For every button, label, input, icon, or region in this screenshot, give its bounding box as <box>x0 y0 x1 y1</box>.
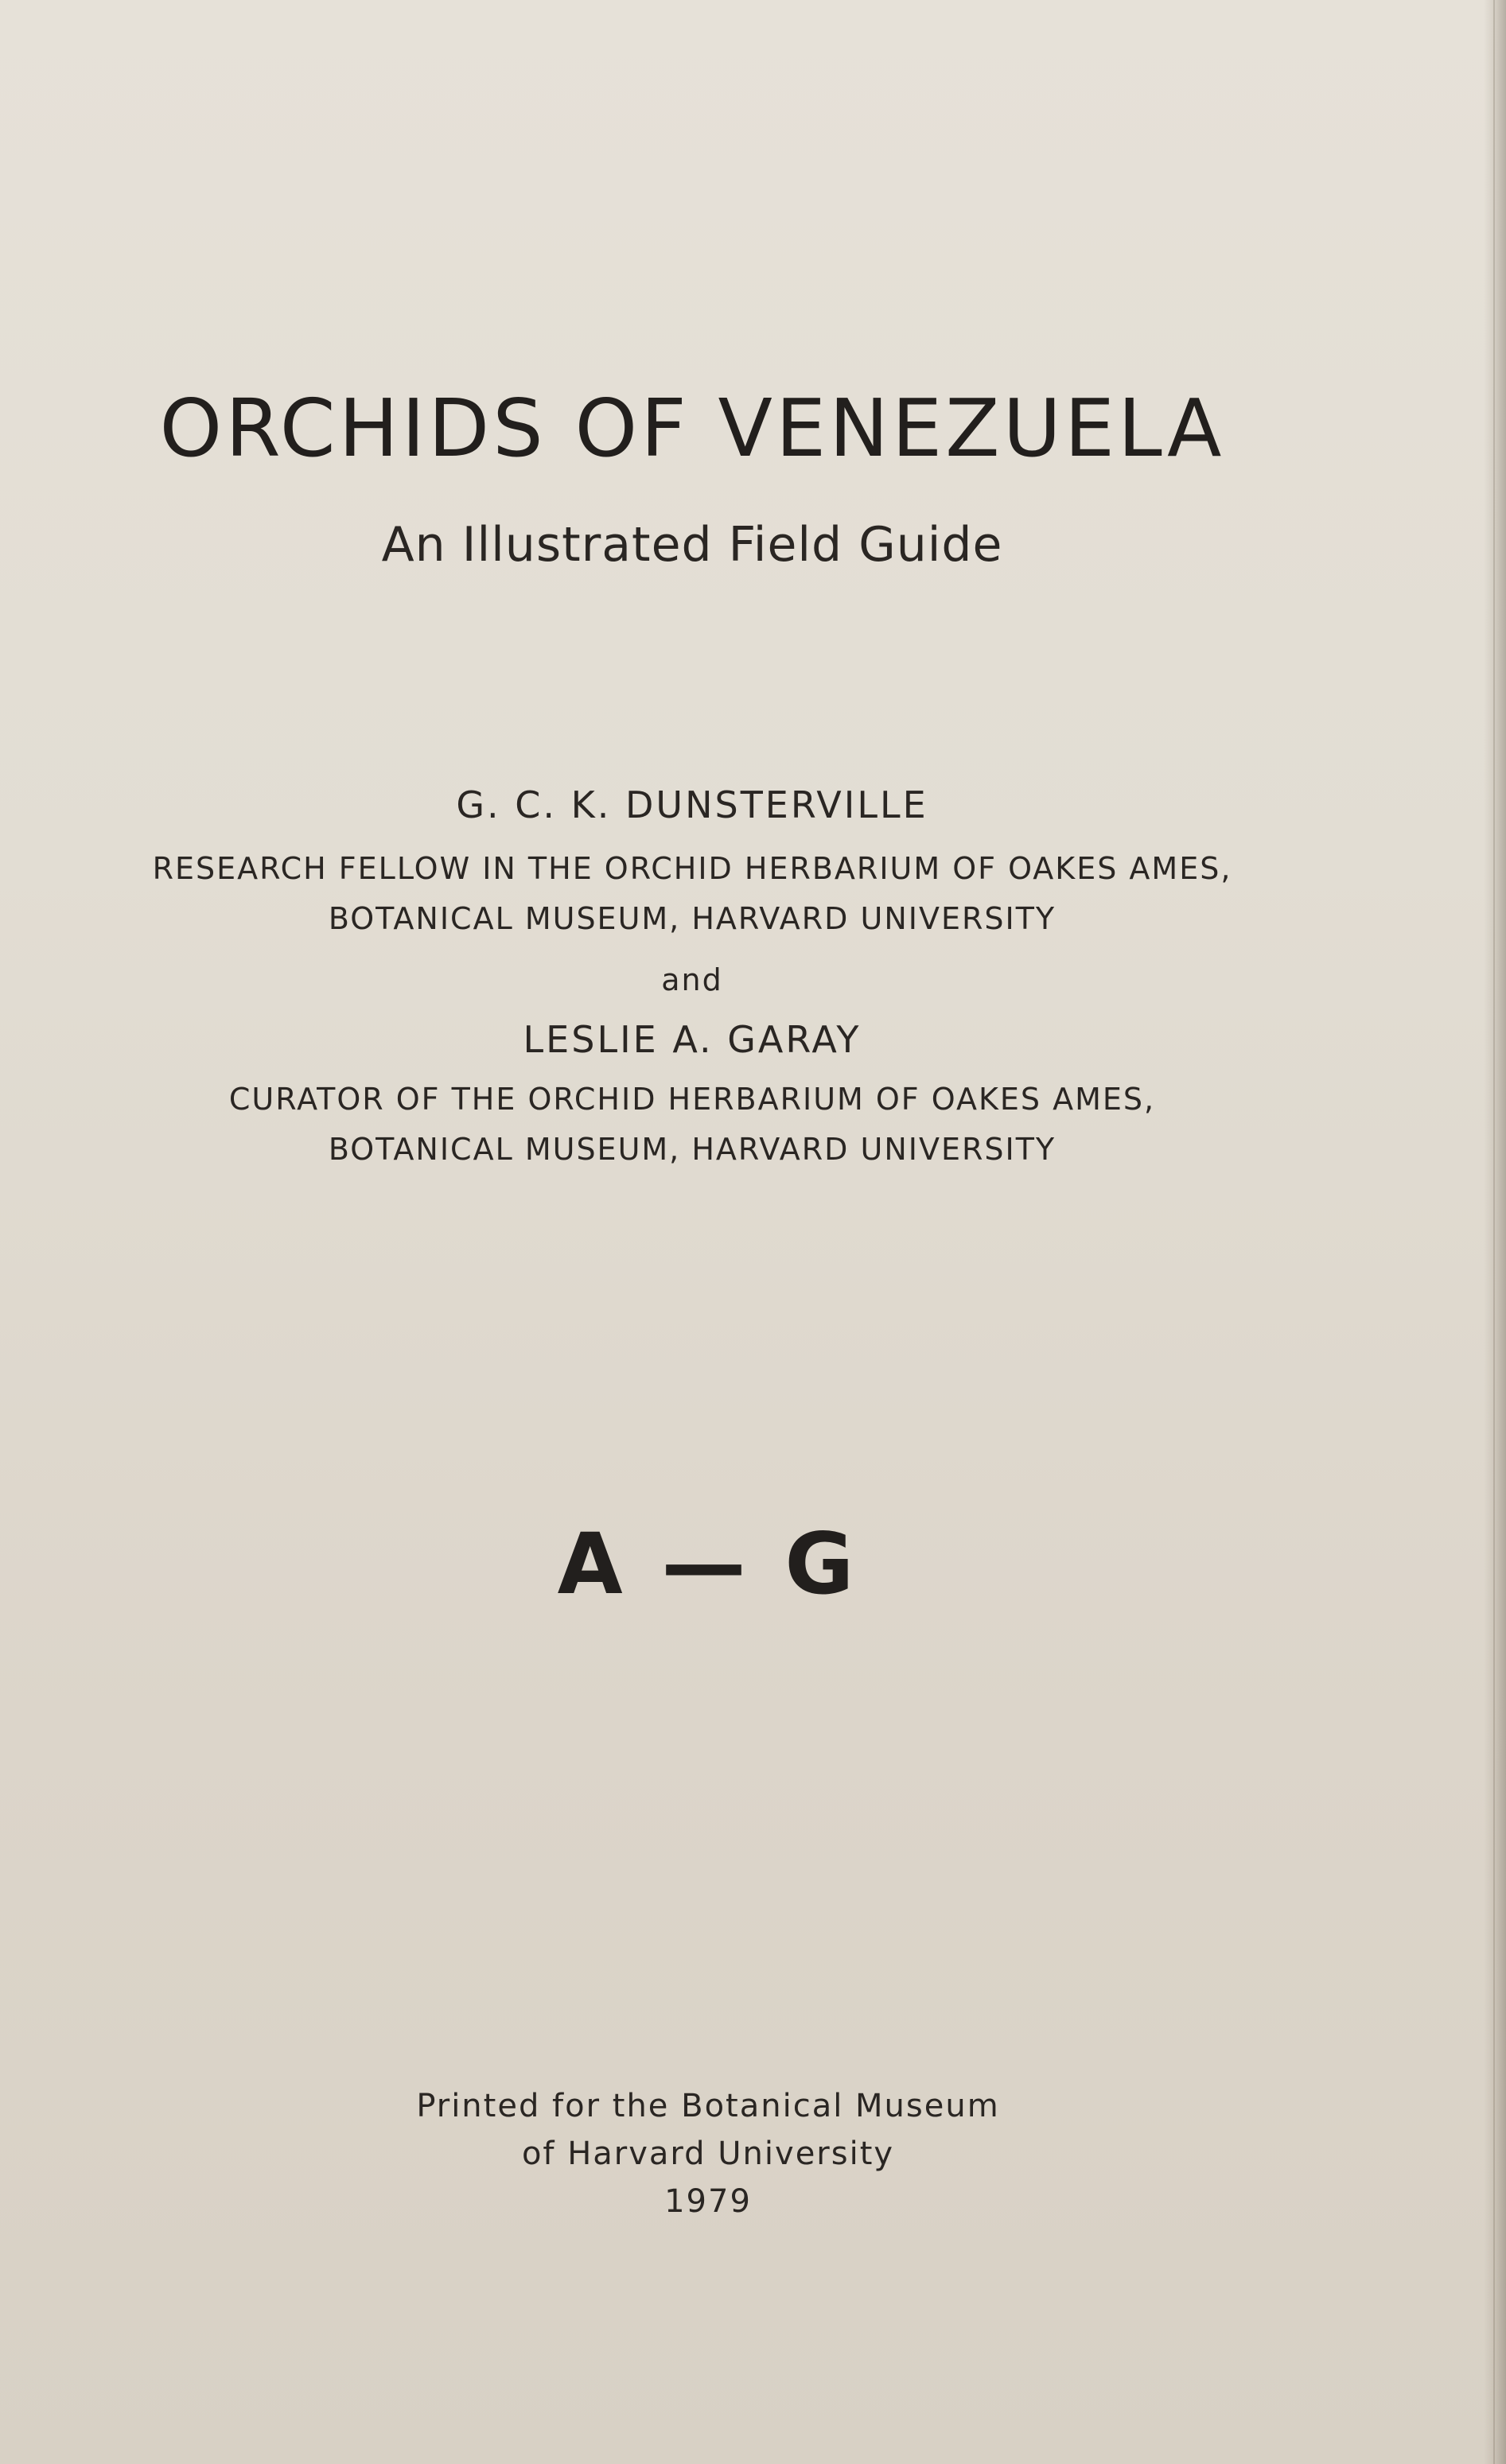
imprint-year: 1979 <box>664 2183 752 2220</box>
author-name-1: G. C. K. DUNSTERVILLE <box>456 783 928 826</box>
volume-range: A — G <box>557 1515 859 1613</box>
imprint-line-1: Printed for the Botanical Museum <box>416 2088 1000 2124</box>
author-conjunction: and <box>661 962 723 997</box>
author-affiliation-1-line-2: BOTANICAL MUSEUM, HARVARD UNIVERSITY <box>328 901 1057 936</box>
author-affiliation-1-line-1: RESEARCH FELLOW IN THE ORCHID HERBARIUM OF OAKES AMES, <box>152 851 1232 886</box>
page-edge-shadow <box>1484 0 1506 2464</box>
imprint-line-2: of Harvard University <box>521 2136 895 2172</box>
book-subtitle: An Illustrated Field Guide <box>381 517 1003 573</box>
author-affiliation-2-line-1: CURATOR OF THE ORCHID HERBARIUM OF OAKES AMES, <box>228 1082 1156 1117</box>
author-affiliation-2-line-2: BOTANICAL MUSEUM, HARVARD UNIVERSITY <box>328 1132 1057 1167</box>
author-name-2: LESLIE A. GARAY <box>523 1018 862 1061</box>
page-edge-line <box>1493 0 1495 2464</box>
book-title: ORCHIDS OF VENEZUELA <box>159 382 1225 475</box>
